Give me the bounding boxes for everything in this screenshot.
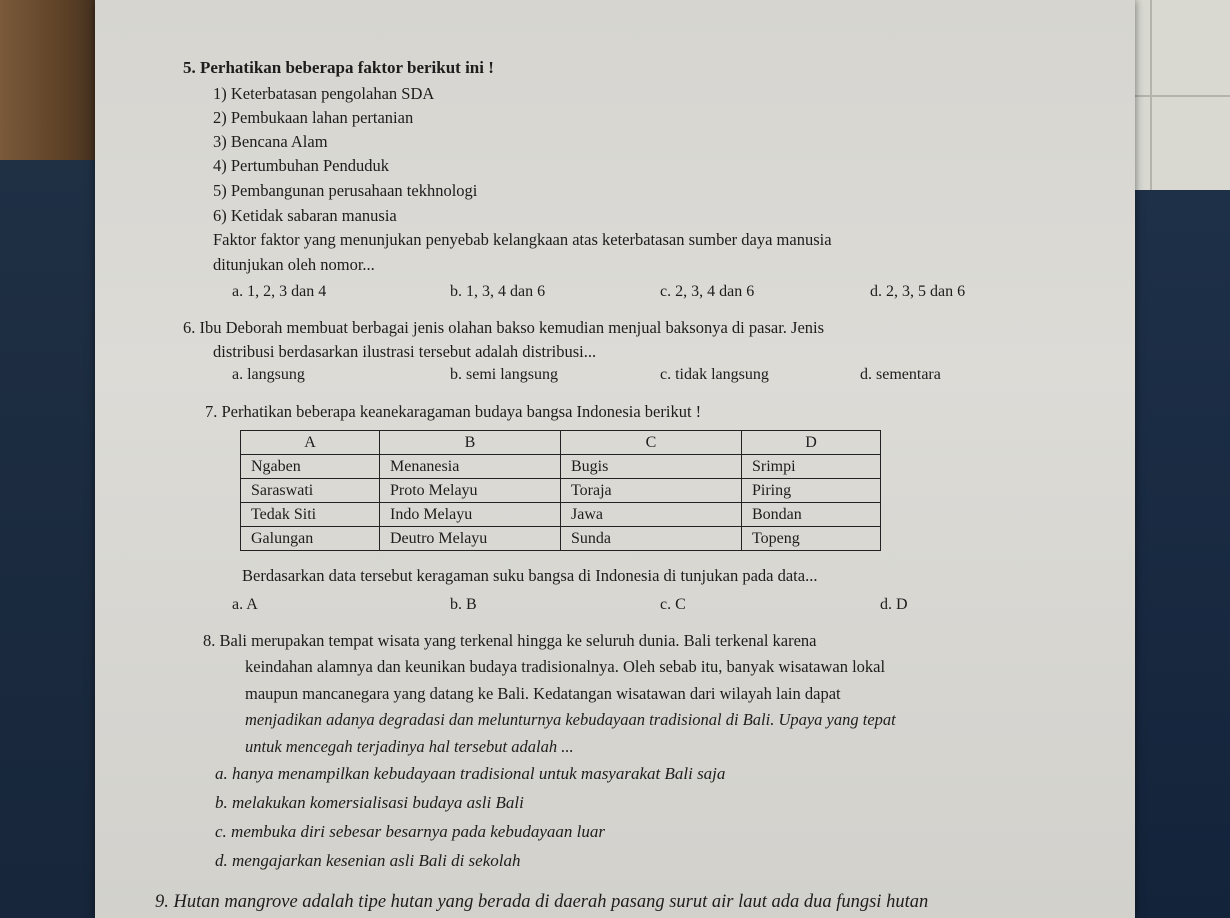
q5-option-c[interactable]: c. 2, 3, 4 dan 6: [660, 283, 755, 300]
q5-option-b[interactable]: b. 1, 3, 4 dan 6: [450, 283, 546, 300]
table-header-c: C: [561, 431, 742, 455]
q8-line-3: maupun mancanegara yang datang ke Bali. Kedatangan wisatawan dari wilayah lain dapat: [245, 684, 841, 703]
q6-option-b[interactable]: b. semi langsung: [450, 366, 558, 383]
table-cell: Topeng: [742, 527, 881, 551]
q7-question: Berdasarkan data tersebut keragaman suku bangsa di Indonesia di tunjukan pada data...: [242, 566, 818, 585]
wood-background: [0, 0, 110, 170]
exam-paper: [95, 0, 1135, 918]
table-cell: Menanesia: [380, 455, 561, 479]
q8-option-a[interactable]: a. hanya menampilkan kebudayaan tradisional untuk masyarakat Bali saja: [215, 764, 726, 783]
q5-option-a[interactable]: a. 1, 2, 3 dan 4: [232, 283, 327, 300]
q6-option-c[interactable]: c. tidak langsung: [660, 366, 769, 383]
q8-line-1: 8. Bali merupakan tempat wisata yang terkenal hingga ke seluruh dunia. Bali terkenal karena: [203, 631, 817, 650]
q5-item-6: 6) Ketidak sabaran manusia: [213, 206, 397, 225]
table-row: [241, 527, 881, 551]
table-row: [241, 479, 881, 503]
table-header-b: B: [380, 431, 561, 455]
table-header-a: A: [241, 431, 380, 455]
table-cell: Saraswati: [241, 479, 380, 503]
q5-question-line-1: Faktor faktor yang menunjukan penyebab kelangkaan atas keterbatasan sumber daya manusia: [213, 230, 832, 249]
q6-line-1: 6. Ibu Deborah membuat berbagai jenis olahan bakso kemudian menjual baksonya di pasar. Jenis: [183, 318, 825, 337]
table-cell: Galungan: [241, 527, 380, 551]
q8-line-5: untuk mencegah terjadinya hal tersebut adalah ...: [245, 737, 574, 756]
q8-line-2: keindahan alamnya dan keunikan budaya tradisionalnya. Oleh sebab itu, banyak wisatawan lokal: [245, 657, 886, 676]
q5-item-4: 4) Pertumbuhan Penduduk: [213, 156, 389, 175]
q5-option-d[interactable]: d. 2, 3, 5 dan 6: [870, 283, 966, 300]
table-cell: Srimpi: [742, 455, 881, 479]
table-cell: Bugis: [561, 455, 742, 479]
table-header-row: [241, 431, 881, 455]
q6-line-2: distribusi berdasarkan ilustrasi tersebut adalah distribusi...: [213, 342, 597, 361]
table-cell: Ngaben: [241, 455, 380, 479]
q5-item-1: 1) Keterbatasan pengolahan SDA: [213, 84, 435, 103]
table-cell: Deutro Melayu: [380, 527, 561, 551]
table-row: [241, 503, 881, 527]
table-cell: Piring: [742, 479, 881, 503]
table-cell: Sunda: [561, 527, 742, 551]
culture-table: [240, 430, 881, 551]
q7-option-b[interactable]: b. B: [450, 596, 477, 613]
q8-option-c[interactable]: c. membuka diri sebesar besarnya pada kebudayaan luar: [215, 822, 605, 841]
table-cell: Jawa: [561, 503, 742, 527]
table-cell: Tedak Siti: [241, 503, 380, 527]
table-cell: Indo Melayu: [380, 503, 561, 527]
q8-option-b[interactable]: b. melakukan komersialisasi budaya asli Bali: [215, 793, 524, 812]
q9-line-1: 9. Hutan mangrove adalah tipe hutan yang berada di daerah pasang surut air laut ada dua fungsi hutan: [155, 892, 929, 912]
q8-line-4: menjadikan adanya degradasi dan melunturnya kebudayaan tradisional di Bali. Upaya yang tepat: [245, 710, 896, 729]
q6-option-a[interactable]: a. langsung: [232, 366, 305, 383]
table-cell: Bondan: [742, 503, 881, 527]
q5-item-2: 2) Pembukaan lahan pertanian: [213, 108, 414, 127]
table-header-d: D: [742, 431, 881, 455]
q5-title: 5. Perhatikan beberapa faktor berikut ini !: [183, 58, 494, 77]
q7-title: 7. Perhatikan beberapa keanekaragaman budaya bangsa Indonesia berikut !: [205, 402, 702, 421]
q6-option-d[interactable]: d. sementara: [860, 366, 941, 383]
q8-option-d[interactable]: d. mengajarkan kesenian asli Bali di sekolah: [215, 851, 521, 870]
q5-item-3: 3) Bencana Alam: [213, 132, 328, 151]
table-cell: Proto Melayu: [380, 479, 561, 503]
q5-question-line-2: ditunjukan oleh nomor...: [213, 255, 375, 274]
q7-option-a[interactable]: a. A: [232, 596, 258, 613]
q7-option-d[interactable]: d. D: [880, 596, 908, 613]
q5-item-5: 5) Pembangunan perusahaan tekhnologi: [213, 181, 478, 200]
table-row: [241, 455, 881, 479]
q7-option-c[interactable]: c. C: [660, 596, 686, 613]
table-cell: Toraja: [561, 479, 742, 503]
